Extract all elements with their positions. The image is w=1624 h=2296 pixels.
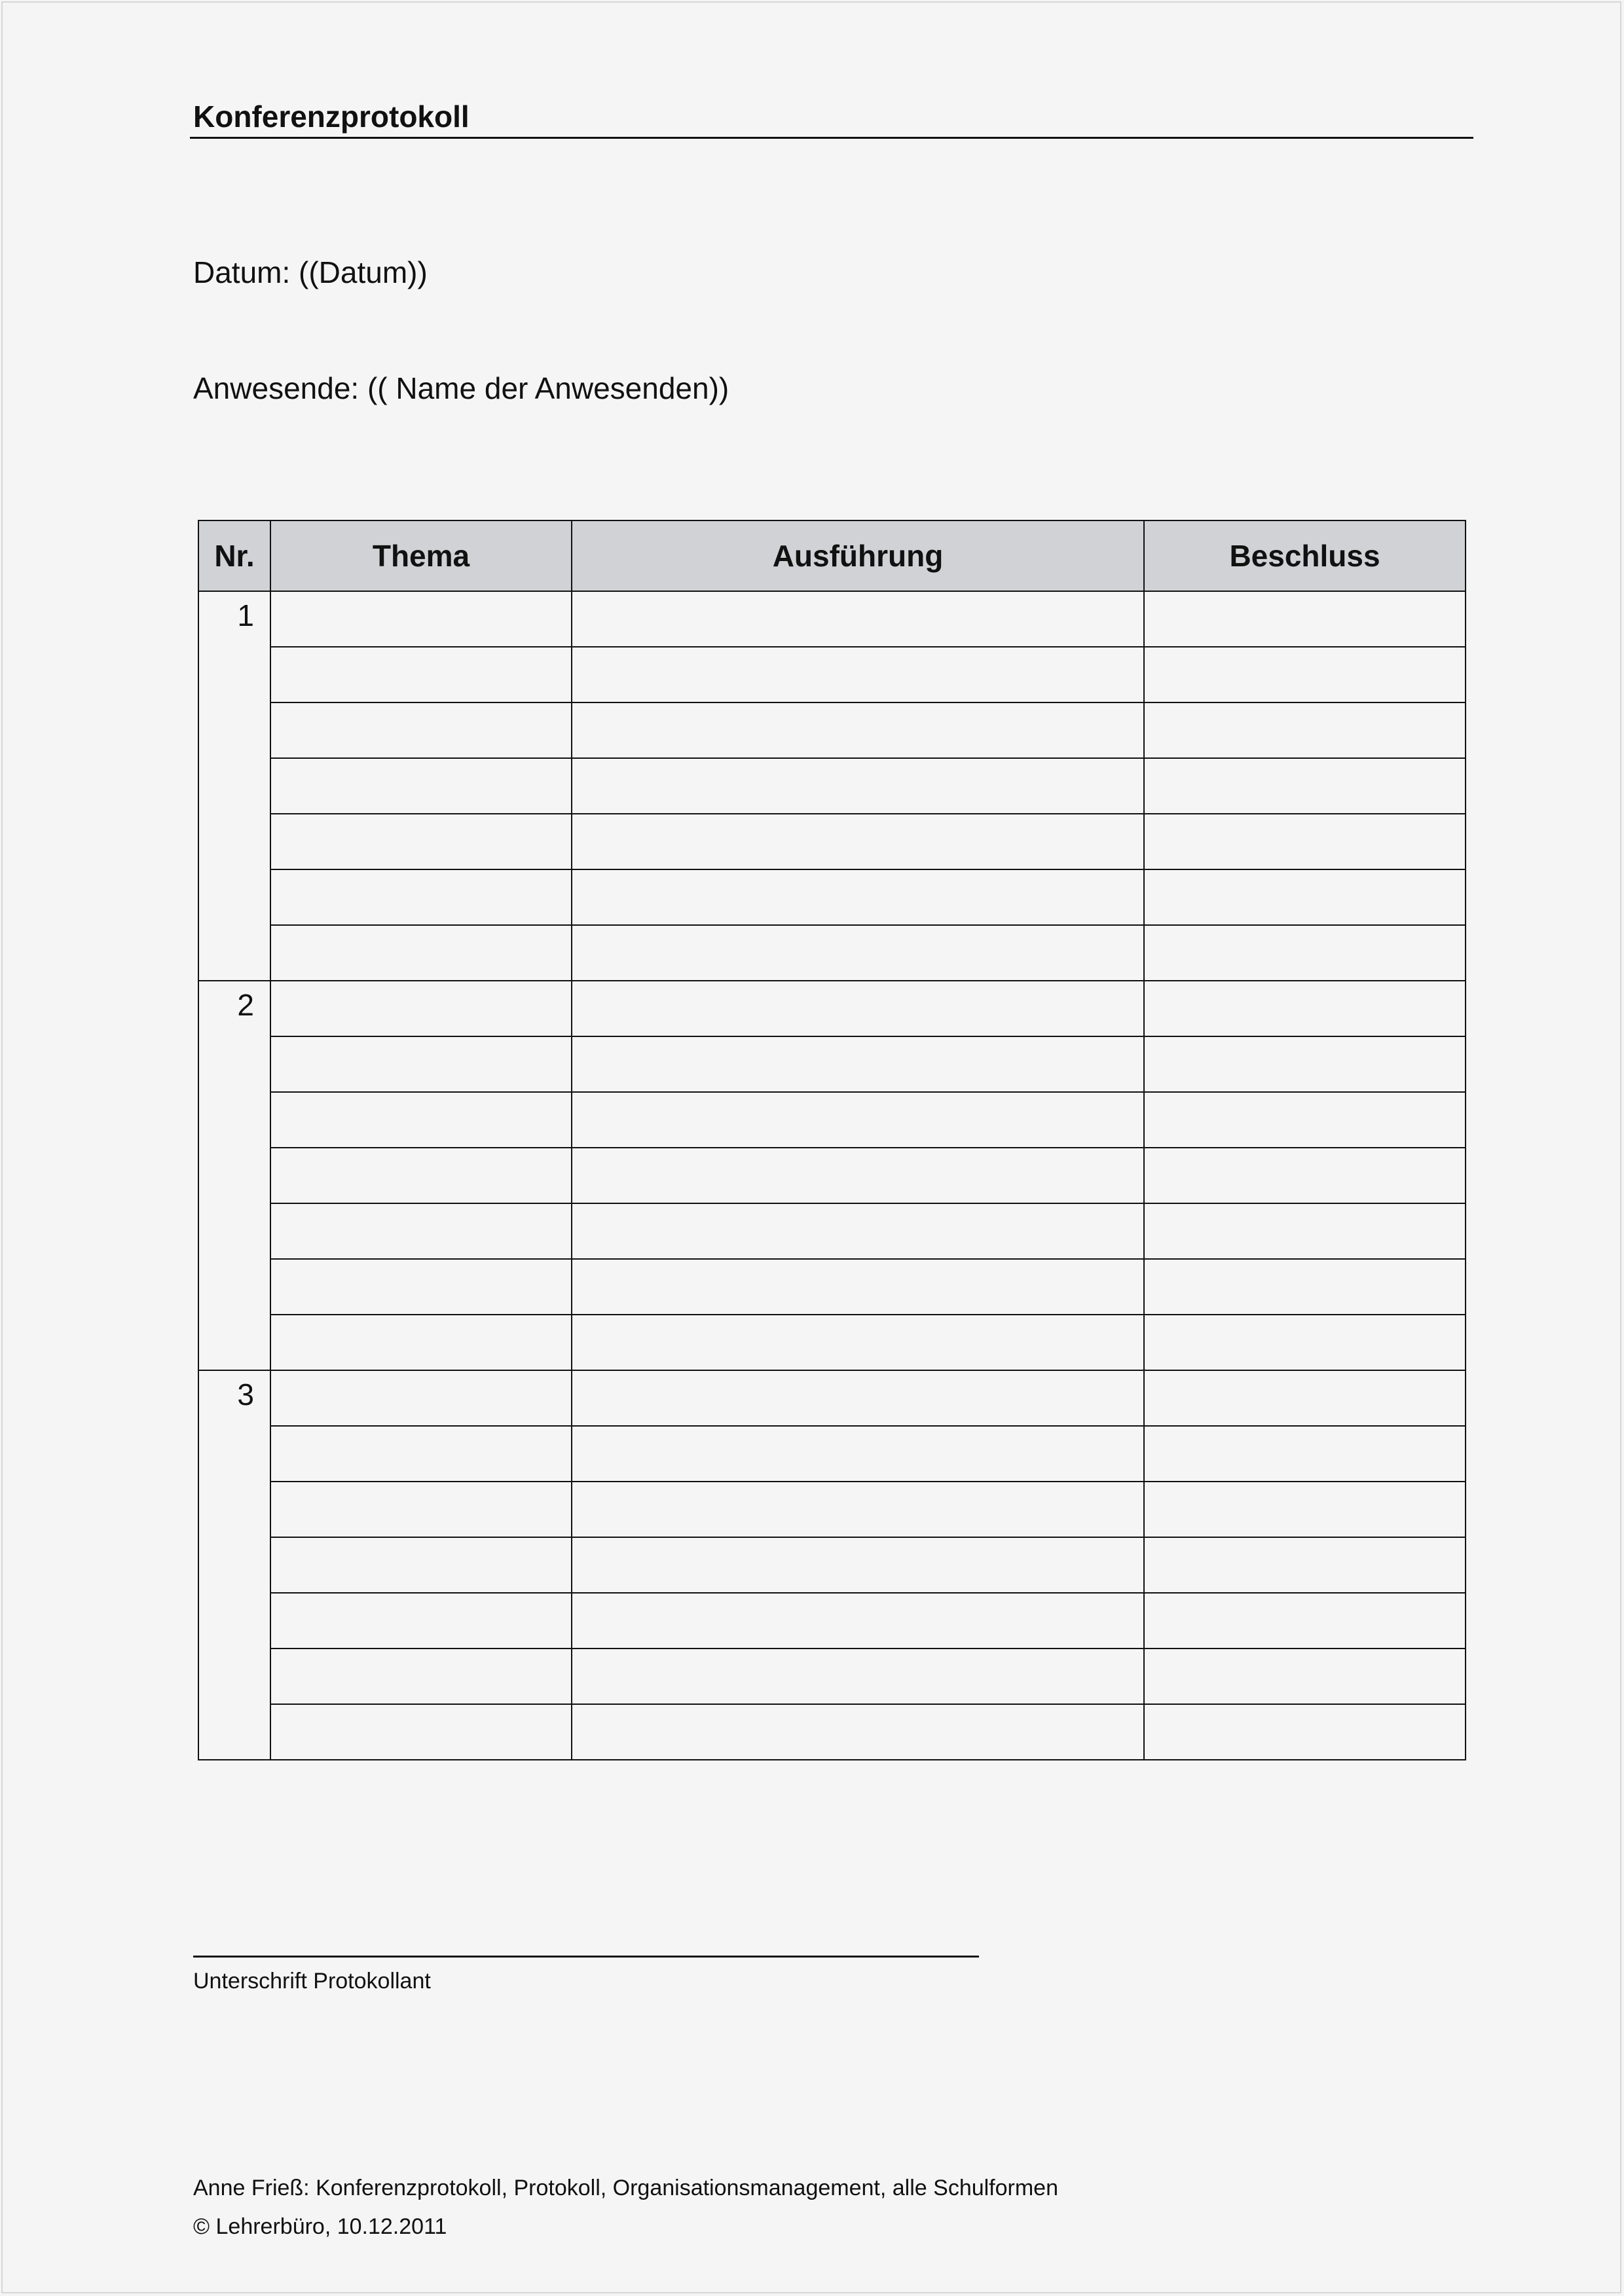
thema-cell[interactable] xyxy=(270,591,572,647)
ausfuehrung-cell[interactable] xyxy=(572,702,1144,758)
thema-cell[interactable] xyxy=(270,758,572,814)
table-row xyxy=(198,814,1466,869)
thema-cell[interactable] xyxy=(270,814,572,869)
beschluss-cell[interactable] xyxy=(1144,1649,1466,1704)
ausfuehrung-cell[interactable] xyxy=(572,1315,1144,1370)
date-field: Datum: ((Datum)) xyxy=(193,255,428,289)
beschluss-cell[interactable] xyxy=(1144,1259,1466,1315)
ausfuehrung-cell[interactable] xyxy=(572,1092,1144,1148)
beschluss-cell[interactable] xyxy=(1144,981,1466,1036)
table-row xyxy=(198,1649,1466,1704)
beschluss-cell[interactable] xyxy=(1144,1370,1466,1426)
beschluss-cell[interactable] xyxy=(1144,869,1466,925)
table-row xyxy=(198,758,1466,814)
ausfuehrung-cell[interactable] xyxy=(572,647,1144,702)
header-beschluss: Beschluss xyxy=(1144,520,1466,591)
thema-cell[interactable] xyxy=(270,647,572,702)
ausfuehrung-cell[interactable] xyxy=(572,591,1144,647)
signature-label: Unterschrift Protokollant xyxy=(193,1969,431,1994)
title-underline xyxy=(190,137,1473,139)
table-row xyxy=(198,1148,1466,1203)
item-number: 2 xyxy=(198,981,270,1370)
thema-cell[interactable] xyxy=(270,925,572,981)
ausfuehrung-cell[interactable] xyxy=(572,1148,1144,1203)
table-row xyxy=(198,591,1466,647)
thema-cell[interactable] xyxy=(270,1203,572,1259)
item-number: 3 xyxy=(198,1370,270,1760)
beschluss-cell[interactable] xyxy=(1144,1148,1466,1203)
beschluss-cell[interactable] xyxy=(1144,1092,1466,1148)
thema-cell[interactable] xyxy=(270,1370,572,1426)
ausfuehrung-cell[interactable] xyxy=(572,869,1144,925)
ausfuehrung-cell[interactable] xyxy=(572,1704,1144,1760)
thema-cell[interactable] xyxy=(270,1148,572,1203)
ausfuehrung-cell[interactable] xyxy=(572,1593,1144,1649)
beschluss-cell[interactable] xyxy=(1144,925,1466,981)
beschluss-cell[interactable] xyxy=(1144,647,1466,702)
thema-cell[interactable] xyxy=(270,981,572,1036)
table-header-row xyxy=(198,520,1466,591)
header-nr: Nr. xyxy=(198,520,270,591)
table-row xyxy=(198,1593,1466,1649)
header-ausfuehrung: Ausführung xyxy=(572,520,1144,591)
beschluss-cell[interactable] xyxy=(1144,1593,1466,1649)
thema-cell[interactable] xyxy=(270,1036,572,1092)
table-row xyxy=(198,1537,1466,1593)
header-thema: Thema xyxy=(270,520,572,591)
ausfuehrung-cell[interactable] xyxy=(572,1426,1144,1482)
footer-copyright: © Lehrerbüro, 10.12.2011 xyxy=(193,2214,447,2239)
table-row xyxy=(198,1092,1466,1148)
ausfuehrung-cell[interactable] xyxy=(572,1036,1144,1092)
ausfuehrung-cell[interactable] xyxy=(572,758,1144,814)
table-row xyxy=(198,1036,1466,1092)
beschluss-cell[interactable] xyxy=(1144,758,1466,814)
thema-cell[interactable] xyxy=(270,1426,572,1482)
beschluss-cell[interactable] xyxy=(1144,591,1466,647)
protocol-table-body xyxy=(198,591,1466,1760)
table-row xyxy=(198,925,1466,981)
ausfuehrung-cell[interactable] xyxy=(572,1649,1144,1704)
beschluss-cell[interactable] xyxy=(1144,1036,1466,1092)
signature-line xyxy=(193,1956,979,1958)
thema-cell[interactable] xyxy=(270,1482,572,1537)
ausfuehrung-cell[interactable] xyxy=(572,1482,1144,1537)
document-title: Konferenzprotokoll xyxy=(193,100,470,134)
attendees-field: Anwesende: (( Name der Anwesenden)) xyxy=(193,371,729,405)
beschluss-cell[interactable] xyxy=(1144,1482,1466,1537)
beschluss-cell[interactable] xyxy=(1144,1704,1466,1760)
beschluss-cell[interactable] xyxy=(1144,814,1466,869)
thema-cell[interactable] xyxy=(270,1704,572,1760)
thema-cell[interactable] xyxy=(270,1092,572,1148)
table-row xyxy=(198,647,1466,702)
table-row xyxy=(198,1315,1466,1370)
thema-cell[interactable] xyxy=(270,1315,572,1370)
ausfuehrung-cell[interactable] xyxy=(572,925,1144,981)
thema-cell[interactable] xyxy=(270,1537,572,1593)
table-row xyxy=(198,1370,1466,1426)
table-row xyxy=(198,1482,1466,1537)
ausfuehrung-cell[interactable] xyxy=(572,1203,1144,1259)
beschluss-cell[interactable] xyxy=(1144,1203,1466,1259)
ausfuehrung-cell[interactable] xyxy=(572,814,1144,869)
beschluss-cell[interactable] xyxy=(1144,702,1466,758)
beschluss-cell[interactable] xyxy=(1144,1426,1466,1482)
footer-source: Anne Frieß: Konferenzprotokoll, Protokoll, Organisationsmanagement, alle Schulformen xyxy=(193,2176,1059,2200)
ausfuehrung-cell[interactable] xyxy=(572,1537,1144,1593)
table-row xyxy=(198,869,1466,925)
ausfuehrung-cell[interactable] xyxy=(572,1370,1144,1426)
table-row xyxy=(198,1259,1466,1315)
table-row xyxy=(198,702,1466,758)
thema-cell[interactable] xyxy=(270,702,572,758)
ausfuehrung-cell[interactable] xyxy=(572,981,1144,1036)
item-number: 1 xyxy=(198,591,270,981)
table-row xyxy=(198,1203,1466,1259)
beschluss-cell[interactable] xyxy=(1144,1537,1466,1593)
table-row xyxy=(198,1704,1466,1760)
protocol-table xyxy=(198,520,1466,1760)
thema-cell[interactable] xyxy=(270,1259,572,1315)
beschluss-cell[interactable] xyxy=(1144,1315,1466,1370)
table-row xyxy=(198,981,1466,1036)
ausfuehrung-cell[interactable] xyxy=(572,1259,1144,1315)
thema-cell[interactable] xyxy=(270,1593,572,1649)
thema-cell[interactable] xyxy=(270,869,572,925)
table-row xyxy=(198,1426,1466,1482)
thema-cell[interactable] xyxy=(270,1649,572,1704)
